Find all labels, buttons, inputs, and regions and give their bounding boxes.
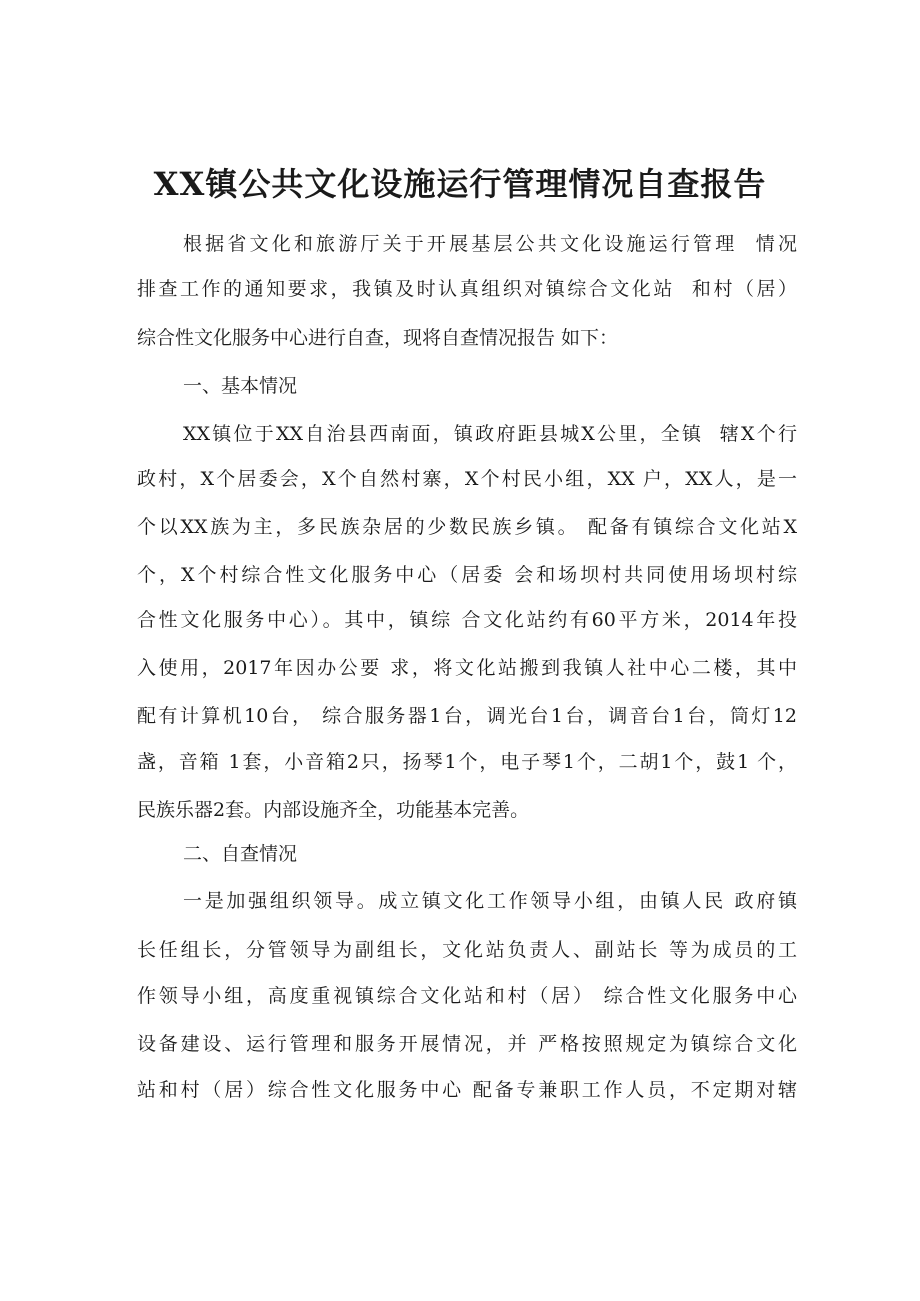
- section-heading: 二、自查情况: [183, 843, 298, 865]
- paragraph-line: 综合性文化服务中心进行自查，现将自查情况报告 如下：: [137, 327, 619, 349]
- paragraph-line: 个以XX族为主，多民族杂居的少数民族乡镇。 配备有镇综合文化站X: [137, 516, 797, 538]
- paragraph-line: 长任组长，分管领导为副组长，文化站负责人、副站长 等为成员的工: [137, 939, 797, 961]
- paragraph-line: 民族乐器2套。内部设施齐全，功能基本完善。: [137, 799, 530, 821]
- paragraph-line: 根据省文化和旅游厅关于开展基层公共文化设施运行管理 情况: [183, 233, 797, 255]
- paragraph-line: 合性文化服务中心）。其中，镇综 合文化站约有60平方米，2014年投: [137, 609, 797, 631]
- document-title: XX镇公共文化设施运行管理情况自查报告: [153, 165, 767, 203]
- paragraph-line: 设备建设、运行管理和服务开展情况，并 严格按照规定为镇综合文化: [137, 1033, 797, 1055]
- section-heading: 一、基本情况: [183, 375, 298, 397]
- paragraph-line: 一是加强组织领导。成立镇文化工作领导小组，由镇人民 政府镇: [183, 890, 797, 912]
- paragraph-line: 配有计算机10台， 综合服务器1台，调光台1台，调音台1台，筒灯12: [137, 705, 797, 727]
- paragraph-line: 作领导小组，高度重视镇综合文化站和村（居） 综合性文化服务中心: [137, 985, 797, 1007]
- paragraph-line: 入使用，2017年因办公要 求，将文化站搬到我镇人社中心二楼，其中: [137, 657, 797, 679]
- paragraph-line: 排查工作的通知要求，我镇及时认真组织对镇综合文化站 和村（居）: [137, 278, 797, 300]
- paragraph-line: 政村，X个居委会，X个自然村寨，X个村民小组，XX 户，XX人，是一: [137, 468, 797, 490]
- paragraph-line: XX镇位于XX自治县西南面，镇政府距县城X公里，全镇 辖X个行: [183, 423, 797, 445]
- paragraph-line: 盏，音箱 1套，小音箱2只，扬琴1个，电子琴1个，二胡1个，鼓1 个，: [137, 751, 797, 773]
- paragraph-line: 站和村（居）综合性文化服务中心 配备专兼职工作人员，不定期对辖: [137, 1079, 797, 1101]
- paragraph-line: 个，X个村综合性文化服务中心（居委 会和场坝村共同使用场坝村综: [137, 564, 797, 586]
